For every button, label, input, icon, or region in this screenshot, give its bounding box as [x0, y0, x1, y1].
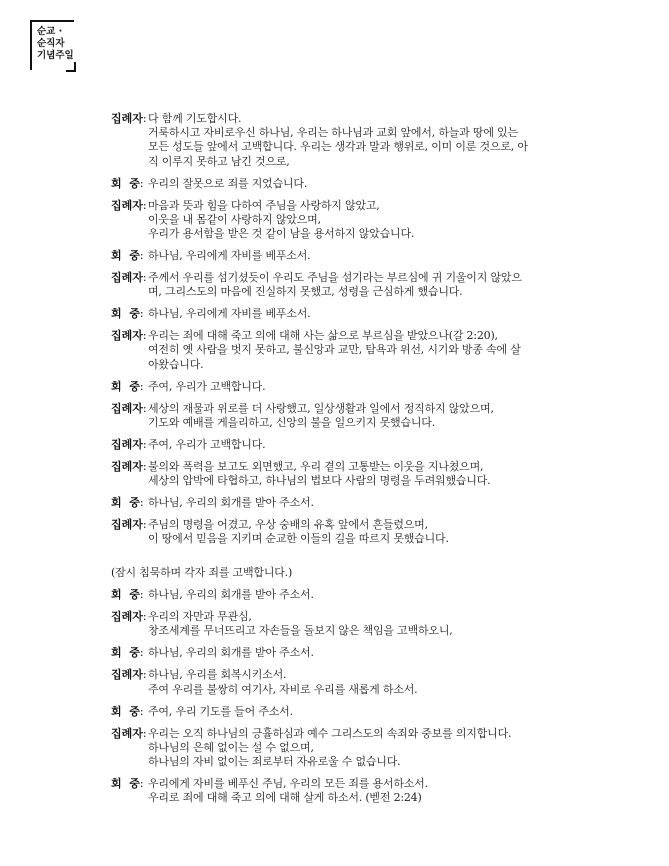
speaker-label: 집례자	[111, 271, 143, 284]
liturgy-line: 하나님, 우리의 회개를 받아 주소서.	[148, 588, 314, 602]
liturgy-line: 기도와 예배를 게을리하고, 신앙의 불을 일으키지 못했습니다.	[148, 415, 436, 429]
logo-line-2: 순직자	[37, 38, 65, 49]
speaker-leader: 집례자:	[111, 459, 147, 473]
speaker-congregation: 회 중:	[111, 379, 144, 393]
liturgy-line: 우리가 용서함을 받은 것 같이 남을 용서하지 않았습니다.	[148, 227, 415, 240]
liturgy-line: 하나님, 우리를 회복시키소서.	[148, 668, 287, 682]
liturgy-line: 우리의 잘못으로 죄를 지었습니다.	[148, 176, 308, 190]
liturgy-line: 우리는 죄에 대해 죽고 의에 대해 사는 삶으로 부르심을 받았으나(갈 2:20),	[148, 329, 498, 343]
speaker-congregation: 회 중:	[111, 496, 144, 509]
liturgy-line: 우리는 오직 하나님의 긍휼하심과 예수 그리스도의 속죄와 중보를 의지합니다.	[148, 726, 512, 740]
liturgy-line: 하나님, 우리의 회개를 받아 주소서.	[148, 496, 314, 509]
liturgy-line: 하나님, 우리의 회개를 받아 주소서.	[148, 646, 314, 660]
liturgy-line: 하나님, 우리에게 자비를 베푸소서.	[148, 307, 311, 321]
logo-line-1: 순교 ·	[37, 26, 63, 37]
speaker-label: 집례자	[111, 198, 143, 212]
speaker-leader: 집례자:	[111, 610, 147, 624]
speaker-congregation: 회 중:	[111, 704, 144, 718]
speaker-label: 집례자	[111, 112, 143, 125]
speaker-label: 회 중	[111, 496, 140, 509]
liturgy-line: 하나님, 우리에게 자비를 베푸소서.	[148, 249, 311, 262]
liturgy-line: 하나님의 은혜 없이는 설 수 없으며,	[148, 740, 314, 754]
liturgy-line: 여전히 옛 사람을 벗지 못하고, 불신앙과 교만, 탐욕과 위선, 시기와 방종 속에 살	[148, 343, 521, 357]
speaker-leader: 집례자:	[111, 518, 147, 531]
liturgy-line: 주께서 우리를 섬기셨듯이 우리도 주님을 섬기라는 부르심에 귀 기울이지 않았으	[148, 271, 522, 284]
liturgy-logo	[30, 20, 74, 70]
liturgy-line: 이웃을 내 몸같이 사랑하지 않았으며,	[148, 212, 321, 226]
liturgy-line: 세상의 압박에 타협하고, 하나님의 법보다 사람의 명령을 두려워했습니다.	[148, 474, 491, 487]
liturgy-line: 주님의 명령을 어겼고, 우상 숭배의 유혹 앞에서 흔들렸으며,	[148, 518, 428, 531]
liturgy-line: 하나님의 자비 없이는 죄로부터 자유로울 수 없습니다.	[148, 755, 401, 768]
speaker-label: 집례자	[111, 668, 143, 682]
speaker-leader: 집례자:	[111, 668, 147, 682]
speaker-label: 집례자	[111, 518, 143, 531]
liturgy-line: 우리에게 자비를 베푸신 주님, 우리의 모든 죄를 용서하소서.	[148, 777, 428, 790]
speaker-label: 집례자	[111, 726, 143, 740]
speaker-label: 집례자	[111, 437, 143, 451]
speaker-leader: 집례자:	[111, 112, 147, 125]
speaker-congregation: 회 중:	[111, 176, 144, 190]
speaker-congregation: 회 중:	[111, 249, 144, 262]
speaker-label: 회 중	[111, 588, 140, 602]
liturgy-line: 세상의 재물과 위로를 더 사랑했고, 일상생활과 일에서 정직하지 않았으며,	[148, 401, 494, 415]
speaker-leader: 집례자:	[111, 726, 147, 740]
liturgy-line: 며, 그리스도의 마음에 진실하지 못했고, 성령을 근심하게 했습니다.	[148, 285, 463, 299]
speaker-label: 회 중	[111, 777, 140, 790]
speaker-leader: 집례자:	[111, 198, 147, 212]
logo-line-3: 기념주일	[37, 50, 74, 61]
liturgy-line: 주여, 우리가 고백합니다.	[148, 437, 266, 451]
speaker-label: 회 중	[111, 249, 140, 262]
speaker-congregation: 회 중:	[111, 646, 144, 660]
speaker-label: 회 중	[111, 379, 140, 393]
speaker-label: 회 중	[111, 176, 140, 190]
speaker-congregation: 회 중:	[111, 588, 144, 602]
speaker-label: 회 중	[111, 646, 140, 660]
liturgy-line: 우리의 자만과 무관심,	[148, 610, 252, 624]
liturgy-line: 주여 우리를 불쌍히 여기사, 자비로 우리를 새롭게 하소서.	[148, 682, 418, 696]
speaker-label: 회 중	[111, 307, 140, 321]
speaker-label: 집례자	[111, 401, 143, 415]
liturgy-line: 불의와 폭력을 보고도 외면했고, 우리 곁의 고통받는 이웃을 지나쳤으며,	[148, 459, 484, 473]
speaker-leader: 집례자:	[111, 271, 147, 284]
silent-confession-note: (잠시 침묵하며 각자 죄를 고백합니다.)	[111, 566, 293, 580]
speaker-leader: 집례자:	[111, 437, 147, 451]
speaker-label: 집례자	[111, 610, 143, 624]
speaker-label: 회 중	[111, 704, 140, 718]
liturgy-line: 이 땅에서 믿음을 지키며 순교한 이들의 길을 따르지 못했습니다.	[148, 532, 449, 546]
liturgy-line: 창조세계를 무너뜨리고 자손들을 돌보지 않은 책임을 고백하오니,	[148, 624, 453, 638]
liturgy-line: 모든 성도들 앞에서 고백합니다. 우리는 생각과 말과 행위로, 이미 이룬 것으로, 아	[148, 140, 528, 154]
liturgy-line: 마음과 뜻과 힘을 다하여 주님을 사랑하지 않았고,	[148, 198, 380, 212]
liturgy-line: 거룩하시고 자비로우신 하나님, 우리는 하나님과 교회 앞에서, 하늘과 땅에 있는	[148, 126, 518, 140]
speaker-congregation: 회 중:	[111, 307, 144, 321]
liturgy-line: 아왔습니다.	[148, 357, 204, 371]
speaker-label: 집례자	[111, 459, 143, 473]
speaker-leader: 집례자:	[111, 329, 147, 343]
liturgy-line: 다 함께 기도합시다.	[148, 112, 242, 125]
liturgy-line: 주여, 우리 기도를 들어 주소서.	[148, 704, 293, 718]
speaker-congregation: 회 중:	[111, 777, 144, 790]
liturgy-line: 직 이루지 못하고 남긴 것으로,	[148, 154, 290, 168]
liturgy-line: 우리로 죄에 대해 죽고 의에 대해 살게 하소서. (벧전 2:24)	[148, 791, 422, 805]
speaker-leader: 집례자:	[111, 401, 147, 415]
speaker-label: 집례자	[111, 329, 143, 343]
liturgy-line: 주여, 우리가 고백합니다.	[148, 379, 266, 393]
